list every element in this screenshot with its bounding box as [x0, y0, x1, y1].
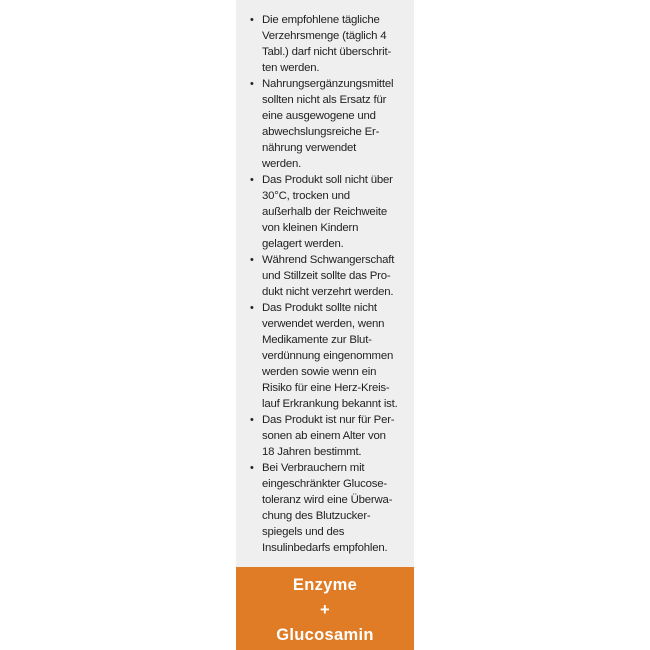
bullet-icon: •: [250, 462, 254, 474]
warning-text-line: dukt nicht verzehrt werden.: [262, 286, 394, 298]
warning-text-line: chung des Blutzucker-: [262, 510, 371, 522]
warning-item: [248, 76, 406, 172]
bullet-icon: •: [250, 14, 254, 26]
warning-text-line: Die empfohlene tägliche: [262, 14, 380, 26]
warning-text-line: nährung verwendet: [262, 142, 357, 154]
warning-text-line: verwendet werden, wenn: [262, 318, 385, 330]
bullet-icon: •: [250, 414, 254, 426]
warning-item: [248, 300, 406, 412]
warning-text-line: außerhalb der Reichweite: [262, 206, 387, 218]
warning-text-line: gelagert werden.: [262, 238, 344, 250]
warning-text-line: spiegels und des: [262, 526, 345, 538]
warning-text-line: werden.: [262, 158, 302, 170]
bullet-icon: •: [250, 174, 254, 186]
banner-line-enzyme: Enzyme: [292, 576, 358, 594]
warning-text-line: toleranz wird eine Überwa-: [262, 494, 393, 506]
warning-text-line: ten werden.: [262, 62, 320, 74]
warning-text-line: Bei Verbrauchern mit: [262, 462, 365, 474]
warning-text-line: 18 Jahren bestimmt.: [262, 446, 362, 458]
warning-text-line: eine ausgewogene und: [262, 110, 376, 122]
product-banner: [236, 567, 414, 650]
bullet-icon: •: [250, 302, 254, 314]
bullet-icon: •: [250, 254, 254, 266]
warning-text-line: von kleinen Kindern: [262, 222, 359, 234]
warning-text-line: Das Produkt sollte nicht: [262, 302, 377, 314]
warning-item: [248, 460, 406, 556]
bullet-icon: •: [250, 78, 254, 90]
warning-text-line: Risiko für eine Herz-Kreis-: [262, 382, 390, 394]
warning-text-line: werden sowie wenn ein: [262, 366, 377, 378]
banner-line-plus: +: [320, 601, 330, 619]
warning-text-line: sollten nicht als Ersatz für: [262, 94, 387, 106]
warning-text-line: Insulinbedarfs empfohlen.: [262, 542, 388, 554]
warning-text-line: lauf Erkrankung bekannt ist.: [262, 398, 398, 410]
warning-text-line: Das Produkt soll nicht über: [262, 174, 393, 186]
warning-text-line: und Stillzeit sollte das Pro-: [262, 270, 391, 282]
warning-text-line: Medikamente zur Blut-: [262, 334, 372, 346]
warning-text-line: 30°C, trocken und: [262, 190, 350, 202]
warning-text-line: Während Schwangerschaft: [262, 254, 395, 266]
warnings-panel: [236, 0, 414, 567]
warning-text-line: eingeschränkter Glucose-: [262, 478, 387, 490]
warning-text-line: abwechslungsreiche Er-: [262, 126, 380, 138]
warning-item: [248, 12, 406, 76]
warning-text-line: Nahrungsergänzungsmittel: [262, 78, 394, 90]
warning-text-line: verdünnung eingenommen: [262, 350, 394, 362]
warning-text-line: Verzehrsmenge (täglich 4: [262, 30, 387, 42]
warnings-list: [248, 12, 406, 556]
banner-line-glucosamin: Glucosamin: [276, 626, 374, 644]
warning-item: [248, 252, 406, 300]
warning-text-line: Das Produkt ist nur für Per-: [262, 414, 395, 426]
warning-item: [248, 412, 406, 460]
warning-item: [248, 172, 406, 252]
warning-text-line: Tabl.) darf nicht überschrit-: [262, 46, 392, 58]
warning-text-line: sonen ab einem Alter von: [262, 430, 386, 442]
